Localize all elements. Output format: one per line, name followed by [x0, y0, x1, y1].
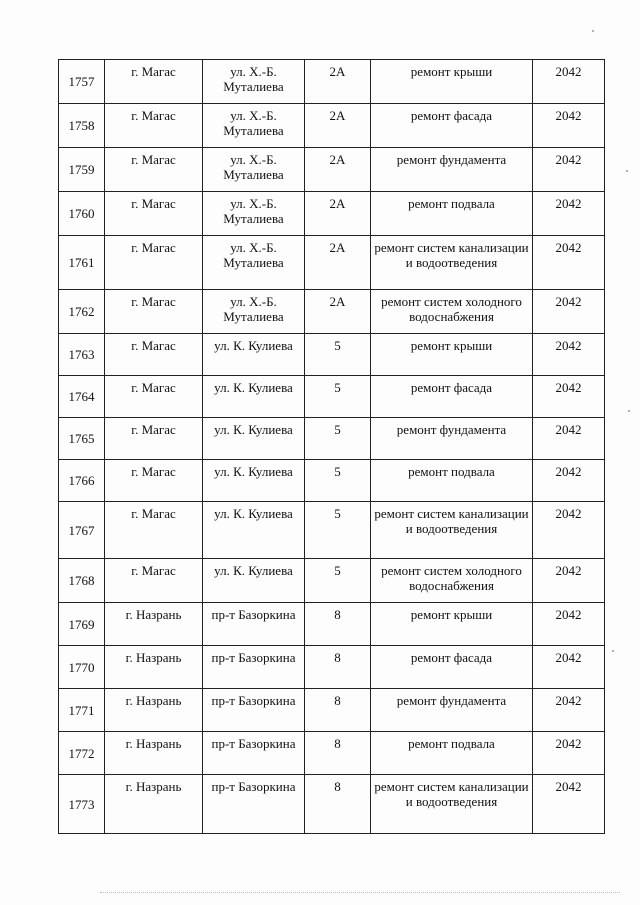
street-cell: ул. Х.-Б. Муталиева: [203, 192, 305, 236]
table-row: [59, 646, 605, 689]
street-cell: ул. Х.-Б. Муталиева: [203, 236, 305, 290]
work-type-cell: ремонт крыши: [371, 603, 533, 646]
work-type-cell: ремонт фундамента: [371, 148, 533, 192]
table-row: [59, 236, 605, 290]
table-row: [59, 732, 605, 775]
city-cell: г. Магас: [105, 559, 203, 603]
house-cell: 5: [305, 460, 371, 502]
row-number: 1761: [59, 236, 105, 290]
year-cell: 2042: [533, 646, 605, 689]
table-row: [59, 104, 605, 148]
scan-edge-line: [100, 892, 620, 893]
street-cell: ул. Х.-Б. Муталиева: [203, 148, 305, 192]
city-cell: г. Назрань: [105, 775, 203, 834]
year-cell: 2042: [533, 148, 605, 192]
row-number: 1770: [59, 646, 105, 689]
row-number: 1757: [59, 60, 105, 104]
year-cell: 2042: [533, 192, 605, 236]
street-cell: пр-т Базоркина: [203, 689, 305, 732]
table-row: [59, 502, 605, 559]
house-cell: 8: [305, 689, 371, 732]
row-number: 1759: [59, 148, 105, 192]
house-cell: 2А: [305, 148, 371, 192]
work-type-cell: ремонт систем холодного водоснабжения: [371, 559, 533, 603]
row-number: 1766: [59, 460, 105, 502]
year-cell: 2042: [533, 290, 605, 334]
city-cell: г. Магас: [105, 376, 203, 418]
street-cell: ул. Х.-Б. Муталиева: [203, 104, 305, 148]
year-cell: 2042: [533, 104, 605, 148]
work-type-cell: ремонт фундамента: [371, 689, 533, 732]
table-row: [59, 290, 605, 334]
table-row: [59, 60, 605, 104]
row-number: 1773: [59, 775, 105, 834]
table-row: [59, 376, 605, 418]
city-cell: г. Магас: [105, 418, 203, 460]
work-type-cell: ремонт систем холодного водоснабжения: [371, 290, 533, 334]
house-cell: 8: [305, 603, 371, 646]
year-cell: 2042: [533, 559, 605, 603]
street-cell: ул. Х.-Б. Муталиева: [203, 290, 305, 334]
house-cell: 5: [305, 334, 371, 376]
table-row: [59, 418, 605, 460]
year-cell: 2042: [533, 775, 605, 834]
work-type-cell: ремонт систем канализации и водоотведения: [371, 502, 533, 559]
row-number: 1772: [59, 732, 105, 775]
year-cell: 2042: [533, 334, 605, 376]
table-row: [59, 192, 605, 236]
row-number: 1764: [59, 376, 105, 418]
street-cell: пр-т Базоркина: [203, 603, 305, 646]
street-cell: ул. К. Кулиева: [203, 418, 305, 460]
work-type-cell: ремонт систем канализации и водоотведения: [371, 775, 533, 834]
city-cell: г. Магас: [105, 192, 203, 236]
registry-table: [58, 59, 605, 834]
house-cell: 2А: [305, 236, 371, 290]
year-cell: 2042: [533, 603, 605, 646]
city-cell: г. Магас: [105, 334, 203, 376]
street-cell: ул. К. Кулиева: [203, 460, 305, 502]
row-number: 1771: [59, 689, 105, 732]
house-cell: 5: [305, 418, 371, 460]
table-row: [59, 689, 605, 732]
work-type-cell: ремонт фасада: [371, 104, 533, 148]
city-cell: г. Магас: [105, 104, 203, 148]
year-cell: 2042: [533, 732, 605, 775]
house-cell: 2А: [305, 104, 371, 148]
city-cell: г. Магас: [105, 290, 203, 334]
street-cell: пр-т Базоркина: [203, 775, 305, 834]
table-row: [59, 334, 605, 376]
year-cell: 2042: [533, 418, 605, 460]
table-row: [59, 603, 605, 646]
year-cell: 2042: [533, 502, 605, 559]
work-type-cell: ремонт систем канализации и водоотведения: [371, 236, 533, 290]
work-type-cell: ремонт фасада: [371, 376, 533, 418]
city-cell: г. Назрань: [105, 689, 203, 732]
row-number: 1763: [59, 334, 105, 376]
street-cell: ул. К. Кулиева: [203, 376, 305, 418]
row-number: 1765: [59, 418, 105, 460]
house-cell: 5: [305, 376, 371, 418]
house-cell: 2А: [305, 60, 371, 104]
city-cell: г. Магас: [105, 502, 203, 559]
table-row: [59, 775, 605, 834]
work-type-cell: ремонт фундамента: [371, 418, 533, 460]
city-cell: г. Назрань: [105, 603, 203, 646]
city-cell: г. Магас: [105, 236, 203, 290]
city-cell: г. Магас: [105, 460, 203, 502]
scan-speck: [628, 410, 630, 412]
street-cell: пр-т Базоркина: [203, 646, 305, 689]
house-cell: 8: [305, 732, 371, 775]
work-type-cell: ремонт подвала: [371, 460, 533, 502]
street-cell: ул. К. Кулиева: [203, 559, 305, 603]
work-type-cell: ремонт подвала: [371, 732, 533, 775]
city-cell: г. Назрань: [105, 732, 203, 775]
year-cell: 2042: [533, 460, 605, 502]
scan-speck: [592, 30, 594, 32]
work-type-cell: ремонт подвала: [371, 192, 533, 236]
table-row: [59, 559, 605, 603]
row-number: 1762: [59, 290, 105, 334]
year-cell: 2042: [533, 376, 605, 418]
year-cell: 2042: [533, 689, 605, 732]
street-cell: ул. Х.-Б. Муталиева: [203, 60, 305, 104]
work-type-cell: ремонт фасада: [371, 646, 533, 689]
registry-table-body: [59, 60, 605, 834]
row-number: 1768: [59, 559, 105, 603]
house-cell: 2А: [305, 192, 371, 236]
house-cell: 8: [305, 775, 371, 834]
row-number: 1767: [59, 502, 105, 559]
year-cell: 2042: [533, 236, 605, 290]
city-cell: г. Назрань: [105, 646, 203, 689]
house-cell: 2А: [305, 290, 371, 334]
city-cell: г. Магас: [105, 60, 203, 104]
street-cell: ул. К. Кулиева: [203, 334, 305, 376]
street-cell: ул. К. Кулиева: [203, 502, 305, 559]
work-type-cell: ремонт крыши: [371, 60, 533, 104]
year-cell: 2042: [533, 60, 605, 104]
house-cell: 5: [305, 559, 371, 603]
table-row: [59, 148, 605, 192]
row-number: 1758: [59, 104, 105, 148]
row-number: 1769: [59, 603, 105, 646]
row-number: 1760: [59, 192, 105, 236]
house-cell: 5: [305, 502, 371, 559]
table-row: [59, 460, 605, 502]
house-cell: 8: [305, 646, 371, 689]
city-cell: г. Магас: [105, 148, 203, 192]
street-cell: пр-т Базоркина: [203, 732, 305, 775]
scan-speck: [626, 170, 628, 172]
scan-speck: [612, 650, 614, 652]
work-type-cell: ремонт крыши: [371, 334, 533, 376]
